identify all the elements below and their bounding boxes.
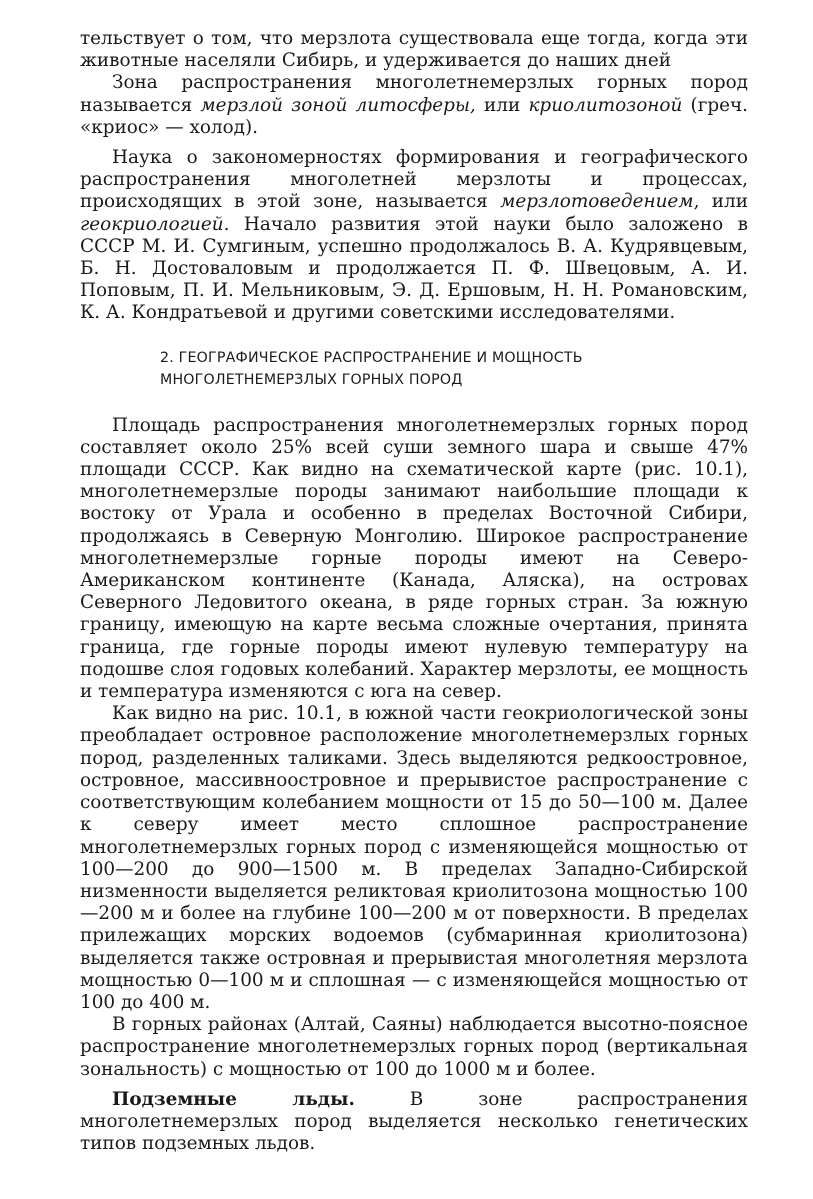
paragraph-distribution — [80, 703, 748, 1014]
paragraph-text: Площадь распространения многолетнемерзлых горных пород составляет около 25% всей суши земного шара и свыше 47% площади СССР. Как видно на схематической карте (рис. 10.1), многолетнемерзлые породы занимают наибольшие площади к востоку от Урала и особенно в пределах Восточной Сибири, продолжаясь в Северную Монголию. Широкое распространение многолетнемерзлые горные породы имеют на Северо-Американском континенте (Канада, Аляска), на островах Северного Ледовитого океана, в ряде горных стран. За южную границу, имеющую на карте весьма сложные очертания, принята граница, где горные породы имеют нулевую температуру на подошве слоя годовых колебаний. Характер мерзлоты, ее мощность и температура изменяются с юга на север. — [80, 414, 748, 703]
paragraph-text: или — [475, 94, 529, 116]
paragraph-continuation — [80, 28, 748, 72]
paragraph-text: , или — [693, 191, 748, 213]
term-permafrost-science: мерзлотоведением — [500, 191, 694, 213]
paragraph-text: (греч. «криос» — холод). — [80, 94, 749, 138]
paragraph-area — [80, 415, 748, 704]
paragraph-text: Как видно на рис. 10.1, в южной части геокриологической зоны преобладает островное расположение многолетнемерзлых горных пород, разделенных таликами. Здесь выделяются редкоостровное, островное, массивноостровное и прерывистое распространение с соответствующим колебанием мощности от 15 до 50—100 м. Далее к северу имеет место сплошное распространение многолетнемерзлых горных пород с изменяющейся мощностью от 100—200 до 900—1500 м. В пределах Западно-Сибирской низменности выделяется реликтовая криолитозона мощностью 100—200 м и более на глубине 100—200 м от поверхности. В пределах прилежащих морских водоемов (субмаринная криолитозона) выделяется также островная и прерывистая многолетняя мерзлота мощностью 0—100 м и сплошная — с изменяющейся мощностью от 100 до 400 м. — [80, 703, 748, 1013]
term-frozen-zone: мерзлой зоной литосферы, — [200, 94, 476, 116]
term-geocryology: геокриологией. — [80, 213, 230, 235]
section-heading-line-2: МНОГОЛЕТНЕМЕРЗЛЫХ ГОРНЫХ ПОРОД — [160, 371, 463, 388]
run-in-heading: Подземные льды. — [112, 1088, 355, 1110]
paragraph-text: Наука о закономерностях формирования и географического распространения многолетней мерзлоты и процессах, происходящих в этой зоне, называется — [80, 147, 748, 213]
paragraph-cryolithozone — [80, 72, 748, 139]
paragraph-geocryology — [80, 147, 748, 325]
section-heading — [160, 347, 680, 391]
paragraph-mountains — [80, 1014, 748, 1081]
paragraph-text: тельствует о том, что мерзлота существовала еще тогда, когда эти животные населяли Сибирь, и удерживается до наших дней — [80, 28, 748, 72]
paragraph-text: Начало развития этой науки было заложено в СССР М. И. Сумгиным, успешно продолжалось В. А. Кудрявцевым, Б. Н. Достоваловым и продолжается П. Ф. Швецовым, А. И. Поповым, П. И. Мельниковым, Э. Д. Ершовым, Н. Н. Романовским, К. А. Кондратьевой и другими советскими исследователями. — [80, 213, 748, 324]
term-cryolithozone: криолитозоной — [528, 94, 683, 116]
paragraph-text: В горных районах (Алтай, Саяны) наблюдается высотно-поясное распространение многолетнемерзлых горных пород (вертикальная зональность) с мощностью от 100 до 1000 м и более. — [80, 1014, 748, 1080]
paragraph-ground-ice — [80, 1089, 748, 1156]
section-heading-line-1: 2. ГЕОГРАФИЧЕСКОЕ РАСПРОСТРАНЕНИЕ И МОЩНОСТЬ — [160, 349, 583, 366]
body-text — [80, 28, 748, 1155]
paragraph-text: Зона распространения многолетнемерзлых горных пород называется — [80, 72, 748, 116]
paragraph-text: В зоне распространения многолетнемерзлых пород выделяется несколько генетических типов подземных льдов. — [80, 1088, 748, 1155]
